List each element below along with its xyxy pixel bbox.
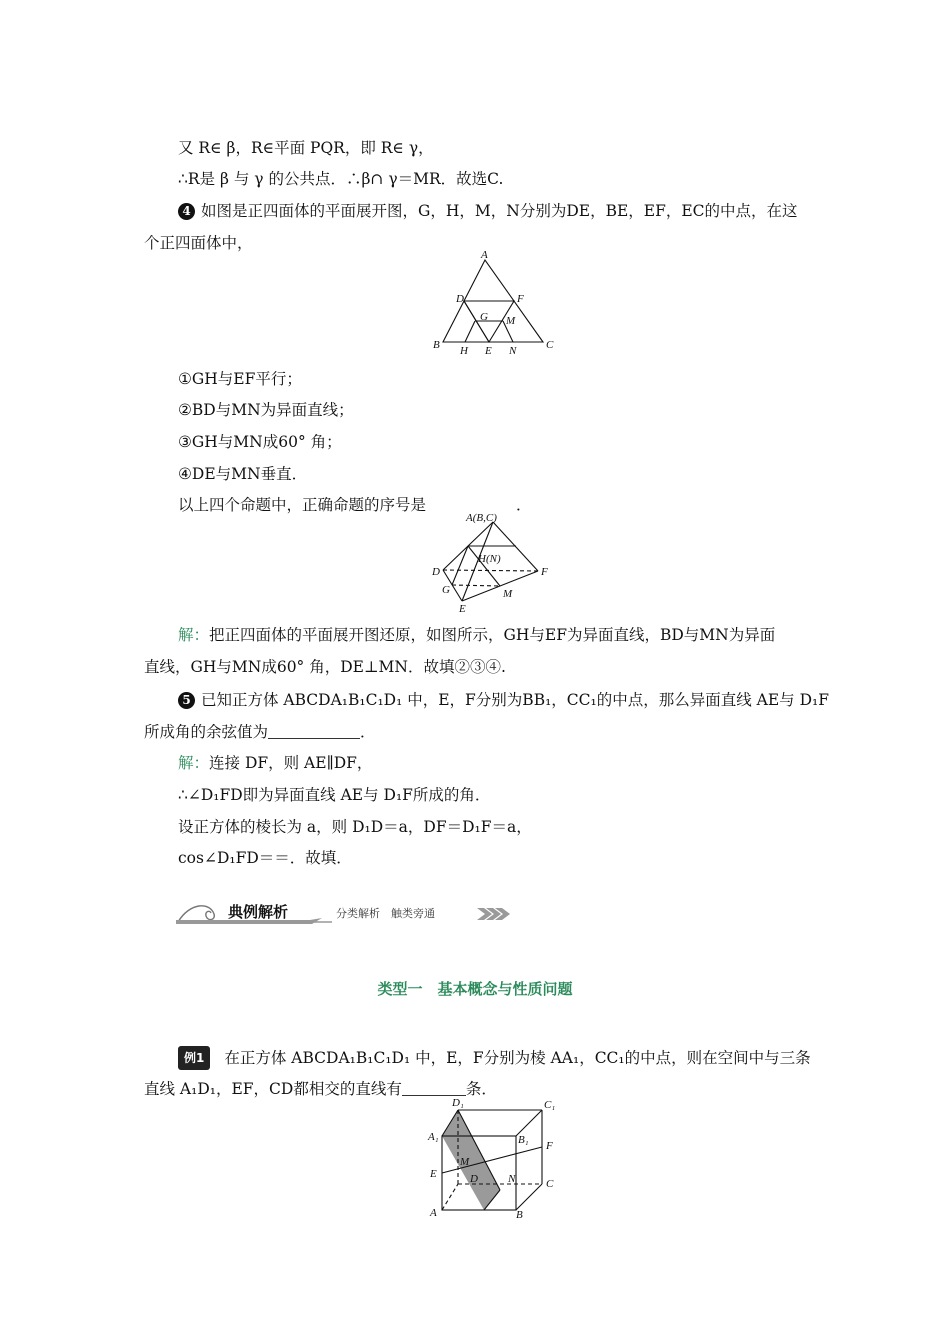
line-gh xyxy=(465,321,475,342)
label-a: A xyxy=(481,249,488,261)
label-f2: F xyxy=(541,566,548,578)
q5-answer-blank xyxy=(268,724,360,739)
label-n: N xyxy=(509,345,517,357)
label-d2: D xyxy=(432,566,440,578)
ex1-stem-text-2: 直线 A₁D₁，EF，CD都相交的直线有 xyxy=(144,1080,402,1098)
label-a3: A xyxy=(430,1207,437,1219)
q5-stem-line-1 xyxy=(178,689,829,711)
label-c3: C xyxy=(546,1178,554,1190)
q4-solution-label: 解： xyxy=(178,626,210,644)
label-g2: G xyxy=(442,584,450,596)
q4-solution-text: 把正四面体的平面展开图还原，如图所示，GH与EF为异面直线，BD与MN为异面 xyxy=(209,626,776,644)
q5-stem-text-2: 所成角的余弦值为 xyxy=(144,723,269,741)
ex1-stem-end: 条． xyxy=(465,1080,497,1098)
section-banner xyxy=(172,898,512,930)
prev-line-1: 又 R∈ β，R∈平面 PQR，即 R∈ γ， xyxy=(178,139,434,157)
q4-option-2: ②BD与MN为异面直线； xyxy=(178,401,354,419)
q5-solution-label: 解： xyxy=(178,754,210,772)
label-b3: B xyxy=(516,1209,523,1221)
banner-subtitle: 分类解析 触类旁通 xyxy=(336,907,435,920)
label-c1: C₁ xyxy=(544,1099,556,1111)
label-g: G xyxy=(480,311,488,323)
label-d: D xyxy=(456,293,464,305)
label-m3: M xyxy=(460,1156,470,1168)
q4-solution-line-2: 直线，GH与MN成60° 角，DE⊥MN．故填②③④. xyxy=(144,658,506,676)
net-triangle-figure xyxy=(425,246,560,358)
q5-solution-line-3: 设正方体的棱长为 a，则 D₁D＝a，DF＝D₁F＝a， xyxy=(178,818,532,836)
tetrahedron-figure xyxy=(425,508,560,616)
label-top: A(B,C) xyxy=(466,512,497,524)
label-h: H xyxy=(460,345,468,357)
label-n3: N xyxy=(508,1173,516,1185)
swirl-icon xyxy=(178,906,214,922)
q4-ask-text: 以上四个命题中，正确命题的序号是 xyxy=(178,496,427,514)
q4-stem-line-1 xyxy=(178,200,798,222)
label-b: B xyxy=(433,339,440,351)
label-d3: D xyxy=(470,1173,478,1185)
label-f: F xyxy=(517,293,524,305)
q5-solution-line-1 xyxy=(178,752,372,774)
ex1-stem-text: 在正方体 ABCDA₁B₁C₁D₁ 中，E，F分别为棱 AA₁，CC₁的中点，则在空间中与三条 xyxy=(224,1049,811,1067)
q5-stem-end: ． xyxy=(360,723,376,741)
label-f3: F xyxy=(546,1140,553,1152)
q5-solution-line-4: cos∠D₁FD＝＝．故填． xyxy=(178,849,352,867)
label-a1: A₁ xyxy=(428,1131,439,1143)
q4-option-3: ③GH与MN成60° 角； xyxy=(178,433,342,451)
q4-ask-end: ． xyxy=(516,496,532,514)
section-title: 类型一 基本概念与性质问题 xyxy=(377,980,573,998)
label-d1: D₁ xyxy=(452,1097,464,1109)
double-chevron-icon xyxy=(477,908,510,920)
q5-stem-line-2 xyxy=(144,721,376,743)
label-e2: E xyxy=(459,603,466,615)
q4-solution-line-1 xyxy=(178,624,775,646)
prev-line-2: ∴R是 β 与 γ 的公共点．∴β∩ γ＝MR．故选C. xyxy=(178,170,504,188)
label-e3: E xyxy=(430,1168,437,1180)
banner-title: 典例解析 xyxy=(228,903,289,921)
label-b1: B₁ xyxy=(518,1134,529,1146)
q4-stem-line-2: 个正四面体中， xyxy=(144,234,253,252)
q4-option-1: ①GH与EF平行； xyxy=(178,370,302,388)
label-e: E xyxy=(485,345,492,357)
ex1-stem-line-1 xyxy=(178,1046,811,1070)
q5-solution-line-2: ∴∠D₁FD即为异面直线 AE与 D₁F所成的角． xyxy=(178,786,491,804)
label-c: C xyxy=(546,339,554,351)
cube-figure xyxy=(418,1094,568,1222)
label-hn: H(N) xyxy=(478,553,501,565)
label-m2: M xyxy=(503,588,513,600)
q5-number-badge: 5 xyxy=(178,692,195,709)
q5-stem-text: 已知正方体 ABCDA₁B₁C₁D₁ 中，E，F分别为BB₁，CC₁的中点，那么异面直线 AE与 D₁F xyxy=(201,691,829,709)
q5-solution-text: 连接 DF，则 AE∥DF， xyxy=(209,754,373,772)
q4-number-badge: 4 xyxy=(178,203,195,220)
q4-stem-text: 如图是正四面体的平面展开图，G，H，M，N分别为DE，BE，EF，EC的中点，在这 xyxy=(201,202,798,220)
example-badge: 例1 xyxy=(178,1046,210,1070)
label-m: M xyxy=(506,315,516,327)
q4-option-4: ④DE与MN垂直． xyxy=(178,465,308,483)
